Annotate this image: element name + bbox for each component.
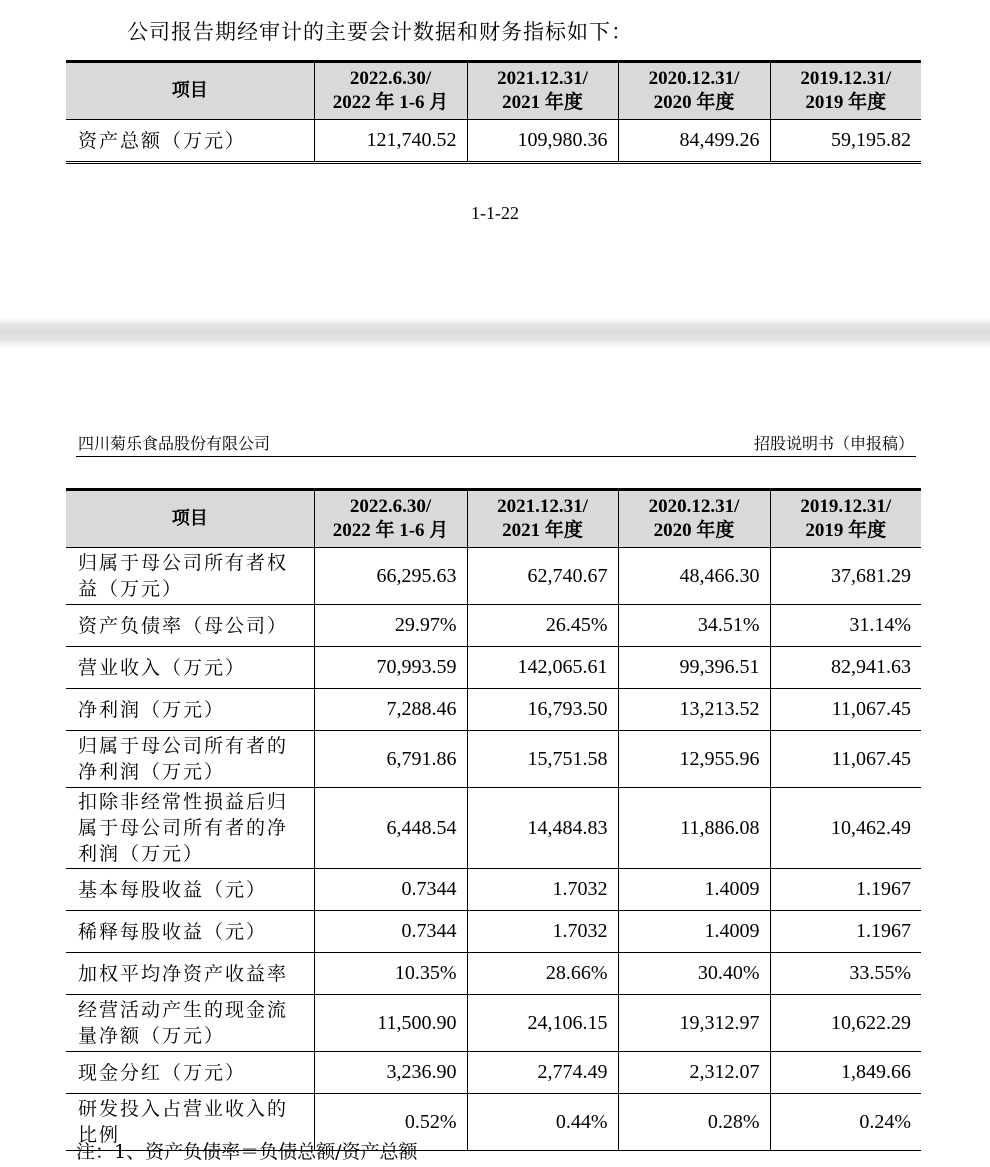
document-type: 招股说明书（申报稿） xyxy=(753,434,914,453)
row-value: 15,751.58 xyxy=(467,731,618,788)
row-value: 31.14% xyxy=(770,605,921,647)
footnote-partial xyxy=(76,1141,536,1163)
row-value: 6,791.86 xyxy=(314,731,467,788)
document-page-2 xyxy=(0,348,990,1163)
table-row xyxy=(66,788,921,869)
row-value: 13,213.52 xyxy=(618,689,770,731)
row-label xyxy=(66,953,314,995)
period-span: 2020 年度 xyxy=(653,520,735,541)
row-label-line: 比例 xyxy=(78,1124,121,1146)
row-value: 0.28% xyxy=(618,1094,770,1151)
row-value: 82,941.63 xyxy=(770,647,921,689)
row-value: 19,312.97 xyxy=(618,995,770,1052)
row-label-line: 基本每股收益（元） xyxy=(78,878,268,901)
row-value: 142,065.61 xyxy=(467,647,618,689)
row-label xyxy=(66,911,314,953)
table-row xyxy=(66,911,921,953)
row-value: 0.24% xyxy=(770,1094,921,1151)
row-value: 34.51% xyxy=(618,605,770,647)
row-label-line: 净利润（万元） xyxy=(78,761,226,783)
row-value: 12,955.96 xyxy=(618,731,770,788)
period-date: 2021.12.31/ xyxy=(497,68,588,89)
row-value: 84,499.26 xyxy=(618,120,770,163)
period-column-header xyxy=(770,490,921,548)
row-value: 33.55% xyxy=(770,953,921,995)
row-value: 30.40% xyxy=(618,953,770,995)
page-number: 1-1-22 xyxy=(471,203,519,223)
row-value: 1.7032 xyxy=(467,911,618,953)
period-column-header xyxy=(314,62,467,120)
row-label-line: 归属于母公司所有者的 xyxy=(78,735,289,757)
intro-sentence: 公司报告期经审计的主要会计数据和财务指标如下： xyxy=(127,20,633,44)
row-value: 1.4009 xyxy=(618,869,770,911)
period-date: 2019.12.31/ xyxy=(800,68,892,89)
table-row xyxy=(66,548,921,605)
row-label: 资产总额（万元） xyxy=(66,120,314,163)
company-name: 四川菊乐食品股份有限公司 xyxy=(78,434,271,453)
period-column-header xyxy=(770,62,921,120)
table-row xyxy=(66,869,921,911)
row-value: 6,448.54 xyxy=(314,788,467,869)
row-label-line: 资产负债率（母公司） xyxy=(78,614,289,637)
row-value: 28.66% xyxy=(467,953,618,995)
row-label-line: 研发投入占营业收入的 xyxy=(78,1098,289,1120)
row-value: 29.97% xyxy=(314,605,467,647)
row-value: 11,500.90 xyxy=(314,995,467,1052)
row-value: 48,466.30 xyxy=(618,548,770,605)
table-header-row xyxy=(66,490,921,548)
row-value: 0.44% xyxy=(467,1094,618,1151)
period-column-header xyxy=(618,62,770,120)
table-row xyxy=(66,647,921,689)
period-column-header xyxy=(467,62,618,120)
row-value: 2,774.49 xyxy=(467,1052,618,1094)
table-header-row xyxy=(66,62,921,120)
row-label-line: 净利润（万元） xyxy=(78,698,226,721)
row-value: 11,886.08 xyxy=(618,788,770,869)
row-value: 99,396.51 xyxy=(618,647,770,689)
row-label xyxy=(66,689,314,731)
period-span: 2021 年度 xyxy=(502,520,583,541)
row-label-line: 经营活动产生的现金流 xyxy=(78,999,289,1021)
row-value: 1,849.66 xyxy=(770,1052,921,1094)
period-date: 2022.6.30/ xyxy=(349,68,432,89)
row-value: 11,067.45 xyxy=(770,689,921,731)
table-row xyxy=(66,689,921,731)
row-label-line: 营业收入（万元） xyxy=(78,656,247,679)
table-body xyxy=(66,548,921,1151)
row-label-line: 属于母公司所有者的净 xyxy=(78,817,289,839)
row-value: 1.4009 xyxy=(618,911,770,953)
row-value: 10,622.29 xyxy=(770,995,921,1052)
period-date: 2020.12.31/ xyxy=(648,496,740,517)
row-label xyxy=(66,605,314,647)
period-span: 2019 年度 xyxy=(805,92,887,113)
row-label xyxy=(66,731,314,788)
item-column-header: 项目 xyxy=(66,62,314,120)
total-assets-table xyxy=(66,60,921,164)
row-value: 70,993.59 xyxy=(314,647,467,689)
row-label xyxy=(66,1052,314,1094)
row-value: 11,067.45 xyxy=(770,731,921,788)
row-value: 59,195.82 xyxy=(770,120,921,163)
period-column-header xyxy=(618,490,770,548)
row-value: 109,980.36 xyxy=(467,120,618,163)
item-column-header: 项目 xyxy=(66,490,314,548)
row-value: 26.45% xyxy=(467,605,618,647)
period-span: 2022 年 1-6 月 xyxy=(332,92,449,113)
period-span: 2022 年 1-6 月 xyxy=(332,520,449,541)
row-label-line: 益（万元） xyxy=(78,578,184,600)
period-column-header xyxy=(314,490,467,548)
page-separator xyxy=(0,318,990,348)
table-row xyxy=(66,995,921,1052)
financial-indicators-table xyxy=(66,488,921,1151)
row-value: 10,462.49 xyxy=(770,788,921,869)
period-date: 2021.12.31/ xyxy=(497,496,588,517)
row-value: 10.35% xyxy=(314,953,467,995)
table-row xyxy=(66,1052,921,1094)
row-value: 14,484.83 xyxy=(467,788,618,869)
row-label-line: 量净额（万元） xyxy=(78,1025,226,1047)
period-date: 2019.12.31/ xyxy=(800,496,892,517)
table-row xyxy=(66,731,921,788)
row-value: 66,295.63 xyxy=(314,548,467,605)
row-value: 1.7032 xyxy=(467,869,618,911)
row-value: 0.7344 xyxy=(314,869,467,911)
row-value: 0.7344 xyxy=(314,911,467,953)
row-label-line: 加权平均净资产收益率 xyxy=(78,962,289,985)
row-value: 3,236.90 xyxy=(314,1052,467,1094)
period-column-header xyxy=(467,490,618,548)
period-span: 2021 年度 xyxy=(502,92,583,113)
row-value: 0.52% xyxy=(314,1094,467,1151)
running-header xyxy=(76,430,916,457)
row-label xyxy=(66,995,314,1052)
row-value: 1.1967 xyxy=(770,869,921,911)
row-value: 16,793.50 xyxy=(467,689,618,731)
row-label-line: 利润（万元） xyxy=(78,843,205,865)
row-label-line: 扣除非经常性损益后归 xyxy=(78,791,289,813)
row-label xyxy=(66,548,314,605)
period-span: 2019 年度 xyxy=(805,520,887,541)
period-span: 2020 年度 xyxy=(653,92,735,113)
document-page-1 xyxy=(0,0,990,318)
table-row xyxy=(66,605,921,647)
row-label-line: 归属于母公司所有者权 xyxy=(78,552,289,574)
row-value: 7,288.46 xyxy=(314,689,467,731)
period-date: 2020.12.31/ xyxy=(648,68,740,89)
row-value: 1.1967 xyxy=(770,911,921,953)
row-value: 121,740.52 xyxy=(314,120,467,163)
row-label xyxy=(66,647,314,689)
row-label-line: 稀释每股收益（元） xyxy=(78,920,268,943)
row-value: 62,740.67 xyxy=(467,548,618,605)
table-row xyxy=(66,953,921,995)
row-label-line: 现金分红（万元） xyxy=(78,1061,247,1084)
row-label xyxy=(66,869,314,911)
row-value: 2,312.07 xyxy=(618,1052,770,1094)
table-row xyxy=(66,120,921,163)
row-label xyxy=(66,788,314,869)
period-date: 2022.6.30/ xyxy=(349,496,432,517)
row-value: 37,681.29 xyxy=(770,548,921,605)
row-value: 24,106.15 xyxy=(467,995,618,1052)
footnote-text: 注：1、资产负债率＝负债总额/资产总额 xyxy=(76,1141,418,1163)
